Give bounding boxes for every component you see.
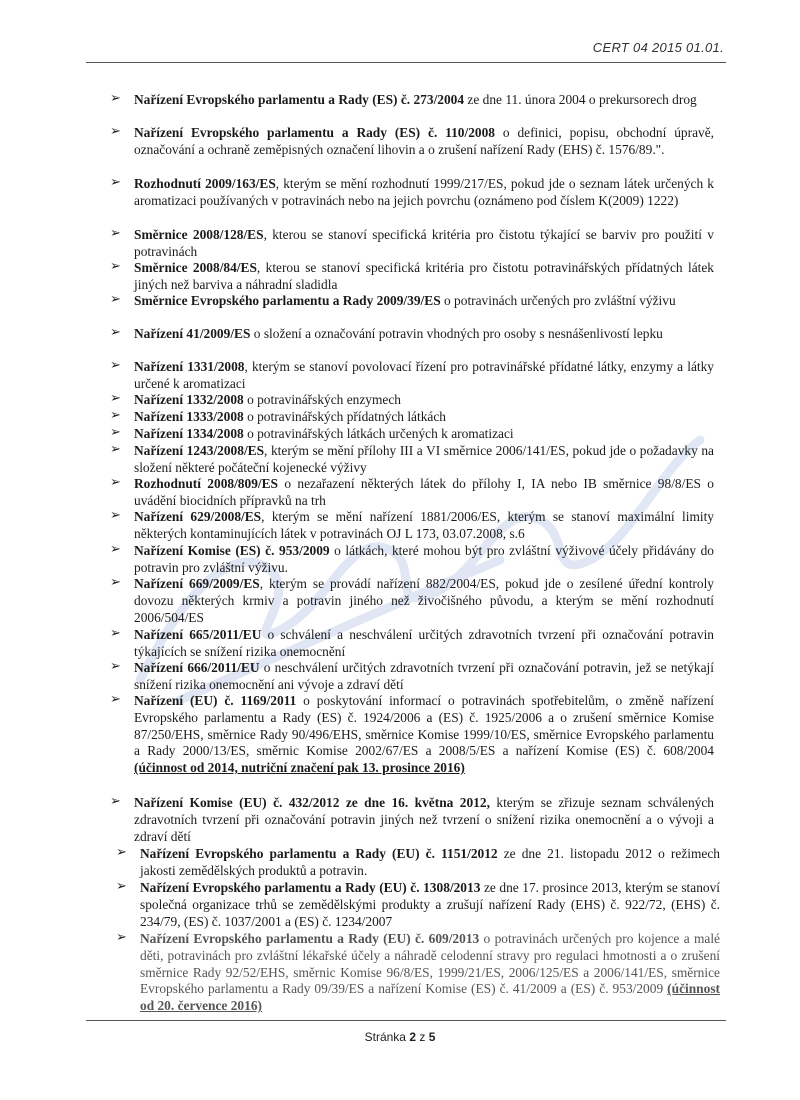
regulation-text: o schválení a neschválení určitých zdravotních tvrzení při označování potravin týkajících se snížení rizika onemocnění xyxy=(134,627,714,659)
regulation-title: Nařízení Evropského parlamentu a Rady (ES) č. 110/2008 xyxy=(134,125,496,140)
bullet-arrow-icon: ➢ xyxy=(110,175,121,190)
regulation-text: , kterým se mění rozhodnutí 1999/217/ES, pokud jde o seznam látek určených k aromatizaci používaných v potravinách nebo na jejich povrchu (oznámeno pod číslem K(2009) 1222) xyxy=(134,176,714,208)
bullet-arrow-icon: ➢ xyxy=(110,408,121,423)
regulation-title: Nařízení Komise (EU) č. 432/2012 ze dne 16. května 2012, xyxy=(134,795,490,810)
effective-date-note: (účinnost od 20. července 2016) xyxy=(140,981,720,1014)
bullet-arrow-icon: ➢ xyxy=(110,91,121,106)
regulation-text: , kterou se stanoví specifická kritéria pro čistotu týkající se barviv pro použití v potravinách xyxy=(134,227,714,259)
regulation-title: Nařízení Komise (ES) č. 953/2009 xyxy=(134,543,330,558)
footer-rule xyxy=(86,1020,726,1021)
regulation-title: Nařízení 1331/2008 xyxy=(134,359,245,374)
footer-prefix: Stránka xyxy=(364,1030,410,1044)
bullet-arrow-icon: ➢ xyxy=(110,391,121,406)
regulation-text: o neschválení určitých zdravotních tvrzení při označování potravin, jež se netýkají snížení rizika onemocnění ani vývoje a zdraví dětí xyxy=(134,660,714,692)
regulation-text: o nezařazení některých látek do přílohy I, IA nebo IB směrnice 98/8/ES o uvádění biocidních přípravků na trh xyxy=(134,476,714,508)
regulation-title: Nařízení 41/2009/ES xyxy=(134,326,251,341)
regulation-text: o definici, popisu, obchodní úpravě, označování a ochraně zeměpisných označení lihovin a o zrušení nařízení Rady (EHS) č. 1576/89.". xyxy=(134,125,715,157)
list-item xyxy=(116,845,720,880)
document-code: CERT 04 2015 01.01. xyxy=(592,40,724,55)
regulation-text: , kterou se stanoví specifická kritéria pro čistotu potravinářských přídatných látek jiných než barviva a náhradní sladidla xyxy=(134,260,714,292)
regulation-text: o potravinách určených pro zvláštní výživu xyxy=(440,293,676,308)
regulation-text: ze dne 17. prosince 2013, kterým se stanoví společná organizace trhů se zemědělskými produkty a zrušují nařízení Rady (EHS) č. 922/72, (EHS) č. 234/79, (ES) č. 1037/2001 a (ES) č. 1234/2007 xyxy=(140,880,720,929)
regulation-text: o potravinářských přídatných látkách xyxy=(243,409,446,424)
bullet-arrow-icon: ➢ xyxy=(110,794,121,809)
regulation-text: , kterým se stanoví povolovací řízení pro potravinářské přídatné látky, enzymy a látky určené k aromatizaci xyxy=(134,359,714,391)
bullet-arrow-icon: ➢ xyxy=(116,930,127,945)
regulation-title: Směrnice 2008/84/ES xyxy=(134,260,257,275)
bullet-arrow-icon: ➢ xyxy=(110,626,121,641)
regulation-text: o potravinářských látkách určených k aromatizaci xyxy=(243,426,514,441)
regulation-title: Nařízení Evropského parlamentu a Rady (EU) č. 1151/2012 xyxy=(140,846,498,861)
regulation-title: Směrnice Evropského parlamentu a Rady 2009/39/ES xyxy=(134,293,441,308)
bullet-arrow-icon: ➢ xyxy=(110,575,121,590)
footer-page-number: 2 xyxy=(409,1030,417,1044)
regulation-title: Nařízení 629/2008/ES xyxy=(134,509,262,524)
regulation-title: Nařízení Evropského parlamentu a Rady (EU) č. 609/2013 xyxy=(140,931,480,946)
list-item xyxy=(110,508,714,543)
list-item xyxy=(110,226,714,261)
regulation-title: Směrnice 2008/128/ES xyxy=(134,227,264,242)
list-item xyxy=(110,425,714,443)
regulation-title: Nařízení (EU) č. 1169/2011 xyxy=(134,693,297,708)
regulation-text: o potravinách určených pro kojence a malé děti, potravinách pro zvláštní lékařské účely a náhradě celodenní stravy pro regulaci hmotnosti a o zrušení směrnice Rady 92/52/EHS, směrnic Komise 96/8/ES, 1999/21/ES, 2006/125/ES a 2006/141/ES, směrnice Evropského parlamentu a Rady 09/39/ES a nařízení Komise (ES) č. 41/2009 a (ES) č. 953/2009 xyxy=(140,931,720,997)
bullet-arrow-icon: ➢ xyxy=(110,508,121,523)
regulation-title: Nařízení Evropského parlamentu a Rady (EU) č. 1308/2013 xyxy=(140,880,481,895)
regulation-title: Nařízení 1333/2008 xyxy=(134,409,244,424)
regulation-title: Nařízení Evropského parlamentu a Rady (ES) č. 273/2004 xyxy=(134,92,465,107)
list-item xyxy=(110,794,714,845)
list-item xyxy=(110,626,714,661)
bullet-arrow-icon: ➢ xyxy=(116,845,127,860)
bullet-arrow-icon: ➢ xyxy=(110,692,121,707)
page-footer xyxy=(0,1030,800,1044)
footer-page-total: 5 xyxy=(428,1030,436,1044)
bullet-arrow-icon: ➢ xyxy=(110,124,121,139)
regulation-title: Rozhodnutí 2009/163/ES xyxy=(134,176,276,191)
list-item xyxy=(110,91,714,109)
list-item xyxy=(116,930,720,1015)
bullet-arrow-icon: ➢ xyxy=(110,226,121,241)
regulation-text: o potravinářských enzymech xyxy=(243,392,401,407)
regulation-title: Nařízení 666/2011/EU xyxy=(134,660,260,675)
regulation-title: Nařízení 665/2011/EU xyxy=(134,627,262,642)
effective-date-note: (účinnost od 2014, nutriční značení pak 13. prosince 2016) xyxy=(134,760,465,776)
list-item xyxy=(110,542,714,577)
regulation-text: , kterým se mění přílohy III a VI směrnice 2006/141/ES, pokud jde o požadavky na složení některé počáteční kojenecké výživy xyxy=(134,443,714,475)
list-item xyxy=(110,408,714,426)
list-item xyxy=(110,358,714,393)
list-item xyxy=(110,692,714,777)
bullet-arrow-icon: ➢ xyxy=(110,425,121,440)
list-item xyxy=(110,575,714,626)
list-item xyxy=(110,292,714,310)
regulation-text: , kterým se mění nařízení 1881/2006/ES, kterým se stanoví maximální limity některých kontaminujících látek v potravinách OJ L 173, 03.07.2008, s.6 xyxy=(134,509,714,541)
list-item xyxy=(110,124,715,159)
regulation-text: o poskytování informací o potravinách spotřebitelům, o změně nařízení Evropského parlamentu a Rady (ES) č. 1924/2006 a (ES) č. 1925/2006 a o zrušení směrnice Komise 87/250/EHS, směrnice Rady 90/496/EHS, směrnice Komise 1999/10/ES, směrnice Evropského parlamentu a Rady 2000/13/ES, směrnic Komise 2002/67/ES a 2008/5/ES a nařízení Komise (ES) č. 608/2004 xyxy=(134,693,714,759)
regulation-title: Nařízení 1243/2008/ES xyxy=(134,443,265,458)
bullet-arrow-icon: ➢ xyxy=(110,259,121,274)
list-item xyxy=(110,325,714,343)
list-item xyxy=(110,442,714,477)
list-item xyxy=(116,879,720,930)
regulation-text: , kterým se provádí nařízení 882/2004/ES, pokud jde o zesílené úřední kontroly dovozu některých krmiv a potravin jiného než živočišného původu, a kterým se mění rozhodnutí 2006/504/ES xyxy=(134,576,714,625)
list-item xyxy=(110,175,714,210)
regulation-title: Nařízení 1334/2008 xyxy=(134,426,244,441)
footer-separator: z xyxy=(416,1030,429,1044)
regulation-text: ze dne 11. února 2004 o prekursorech drog xyxy=(464,92,697,107)
regulation-title: Nařízení 669/2009/ES xyxy=(134,576,260,591)
regulation-title: Nařízení 1332/2008 xyxy=(134,392,244,407)
list-item xyxy=(110,475,714,510)
bullet-arrow-icon: ➢ xyxy=(110,542,121,557)
bullet-arrow-icon: ➢ xyxy=(110,659,121,674)
regulation-text: kterým se zřizuje seznam schválených zdravotních tvrzení při označování potravin jiných než tvrzení o snížení rizika onemocnění a o vývoji a zdraví dětí xyxy=(134,795,714,844)
bullet-arrow-icon: ➢ xyxy=(110,325,121,340)
bullet-arrow-icon: ➢ xyxy=(116,879,127,894)
regulation-text: o látkách, které mohou být pro zvláštní výživové účely přidávány do potravin pro zvláštní výživu. xyxy=(134,543,714,575)
list-item xyxy=(110,659,714,694)
list-item xyxy=(110,391,714,409)
list-item xyxy=(110,259,714,294)
regulation-text: o složení a označování potravin vhodných pro osoby s nesnášenlivostí lepku xyxy=(250,326,663,341)
bullet-arrow-icon: ➢ xyxy=(110,358,121,373)
bullet-arrow-icon: ➢ xyxy=(110,292,121,307)
bullet-arrow-icon: ➢ xyxy=(110,475,121,490)
regulation-text: ze dne 21. listopadu 2012 o režimech jakosti zemědělských produktů a potravin. xyxy=(140,846,720,878)
bullet-arrow-icon: ➢ xyxy=(110,442,121,457)
regulation-title: Rozhodnutí 2008/809/ES xyxy=(134,476,278,491)
